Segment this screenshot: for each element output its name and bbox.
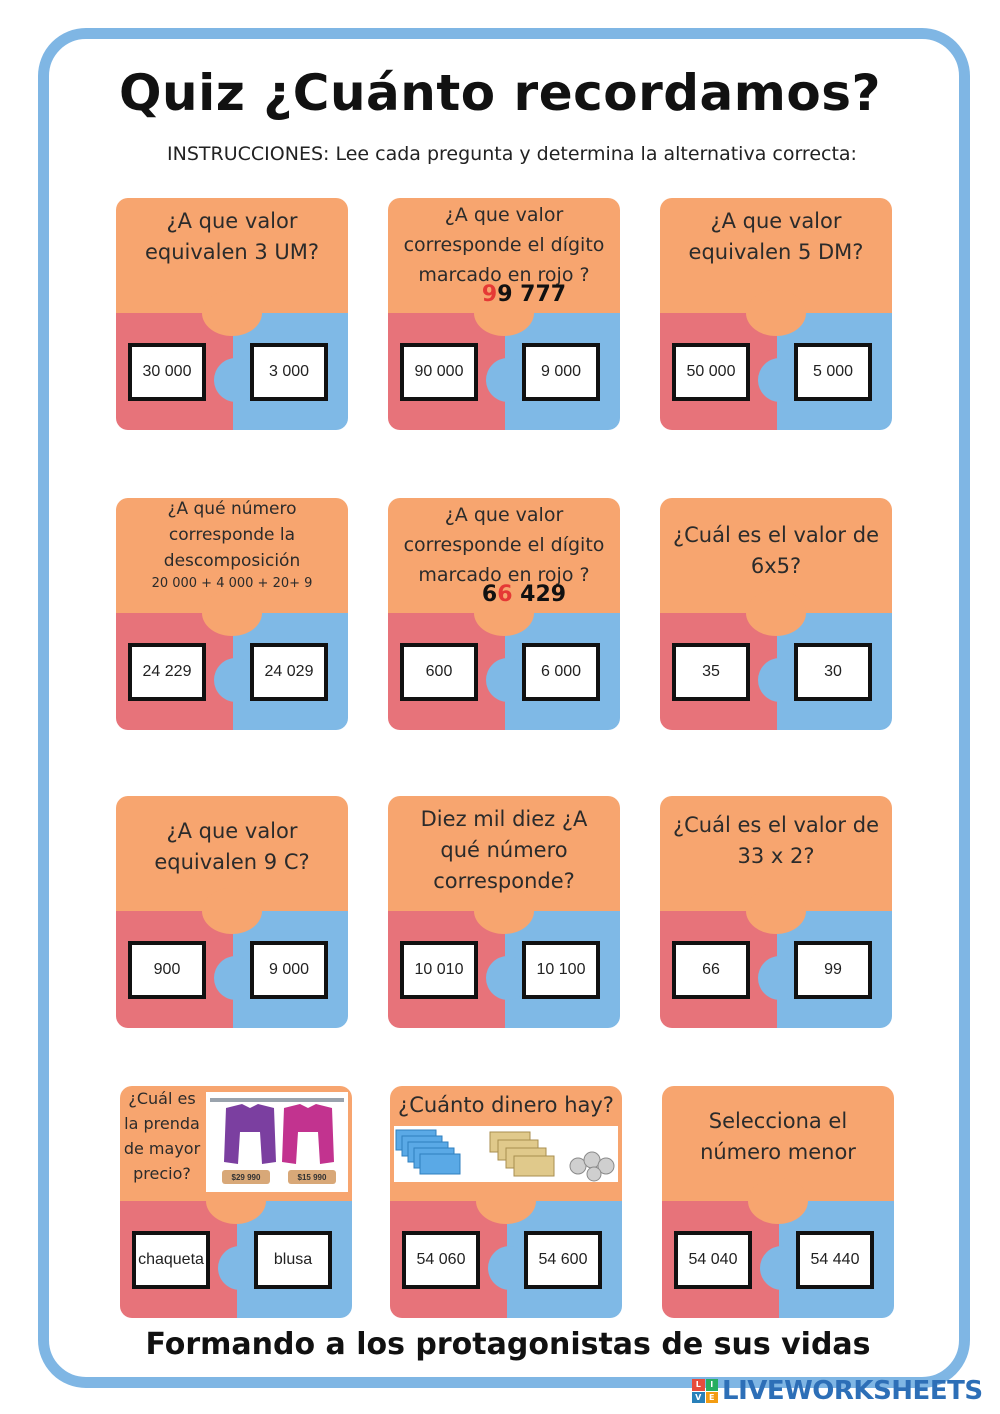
question-card-3 xyxy=(660,198,892,430)
option-b[interactable]: 9 000 xyxy=(522,343,600,401)
question-text: ¿A qué número corresponde la descomposición 20 000 + 4 000 + 20+ 9 xyxy=(122,496,342,594)
page-title: Quiz ¿Cuánto recordamos? xyxy=(119,64,881,122)
option-a[interactable]: 54 040 xyxy=(674,1231,752,1289)
question-text: Diez mil diez ¿A qué número corresponde? xyxy=(420,807,588,893)
option-b[interactable]: 10 100 xyxy=(522,941,600,999)
question-text: ¿Cuánto dinero hay? xyxy=(398,1093,614,1117)
option-a[interactable]: 54 060 xyxy=(402,1231,480,1289)
option-b[interactable]: 30 xyxy=(794,643,872,701)
option-b[interactable]: blusa xyxy=(254,1231,332,1289)
question-text: ¿A que valor corresponde el dígito marcado en rojo ? xyxy=(403,504,605,586)
clothing-icon xyxy=(206,1092,348,1192)
question-card-5 xyxy=(388,498,620,730)
option-b[interactable]: 3 000 xyxy=(250,343,328,401)
money-illustration xyxy=(394,1126,618,1182)
option-a[interactable]: 10 010 xyxy=(400,941,478,999)
option-a[interactable]: 50 000 xyxy=(672,343,750,401)
question-text: ¿A que valor equivalen 5 DM? xyxy=(688,209,864,264)
question-card-8 xyxy=(388,796,620,1028)
brand-name: LIVEWORKSHEETS xyxy=(722,1376,983,1406)
question-card-4 xyxy=(116,498,348,730)
question-text: ¿Cuál es la prenda de mayor precio? xyxy=(123,1089,201,1183)
instructions: INSTRUCCIONES: Lee cada pregunta y determina la alternativa correcta: xyxy=(167,143,857,165)
option-a[interactable]: 600 xyxy=(400,643,478,701)
question-text: ¿A que valor corresponde el dígito marcado en rojo ? xyxy=(403,204,605,286)
question-text: ¿Cuál es el valor de 33 x 2? xyxy=(672,813,879,868)
option-a[interactable]: 35 xyxy=(672,643,750,701)
option-a[interactable]: 30 000 xyxy=(128,343,206,401)
option-b[interactable]: 9 000 xyxy=(250,941,328,999)
highlighted-number: 66 429 xyxy=(481,582,567,607)
question-text: Selecciona el número menor xyxy=(700,1109,856,1164)
option-b[interactable]: 24 029 xyxy=(250,643,328,701)
option-a[interactable]: 24 229 xyxy=(128,643,206,701)
highlighted-number: 99 777 xyxy=(481,282,567,307)
question-card-9 xyxy=(660,796,892,1028)
question-card-7 xyxy=(116,796,348,1028)
brand-logo-icon: L I V E xyxy=(692,1379,718,1403)
question-card-6 xyxy=(660,498,892,730)
question-text: ¿A que valor equivalen 9 C? xyxy=(154,819,310,874)
option-a[interactable]: 66 xyxy=(672,941,750,999)
money-icon xyxy=(394,1126,618,1182)
question-text: ¿Cuál es el valor de 6x5? xyxy=(672,523,879,578)
liveworksheets-logo xyxy=(692,1376,992,1406)
question-card-12 xyxy=(662,1086,894,1318)
question-text: ¿A que valor equivalen 3 UM? xyxy=(144,209,320,264)
footer-motto: Formando a los protagonistas de sus vidas xyxy=(145,1327,871,1362)
option-b[interactable]: 99 xyxy=(794,941,872,999)
option-b[interactable]: 5 000 xyxy=(794,343,872,401)
question-card-11 xyxy=(390,1086,622,1318)
option-a[interactable]: 90 000 xyxy=(400,343,478,401)
option-a[interactable]: 900 xyxy=(128,941,206,999)
question-card-1 xyxy=(116,198,348,430)
option-b[interactable]: 6 000 xyxy=(522,643,600,701)
price-tag-1: $29 990 xyxy=(231,1173,261,1182)
clothing-illustration xyxy=(206,1092,348,1192)
option-a[interactable]: chaqueta xyxy=(132,1231,210,1289)
question-card-2 xyxy=(388,198,620,430)
question-card-10 xyxy=(120,1086,352,1318)
option-b[interactable]: 54 600 xyxy=(524,1231,602,1289)
decomposition: 20 000 + 4 000 + 20+ 9 xyxy=(151,576,313,591)
option-b[interactable]: 54 440 xyxy=(796,1231,874,1289)
price-tag-2: $15 990 xyxy=(297,1173,327,1182)
